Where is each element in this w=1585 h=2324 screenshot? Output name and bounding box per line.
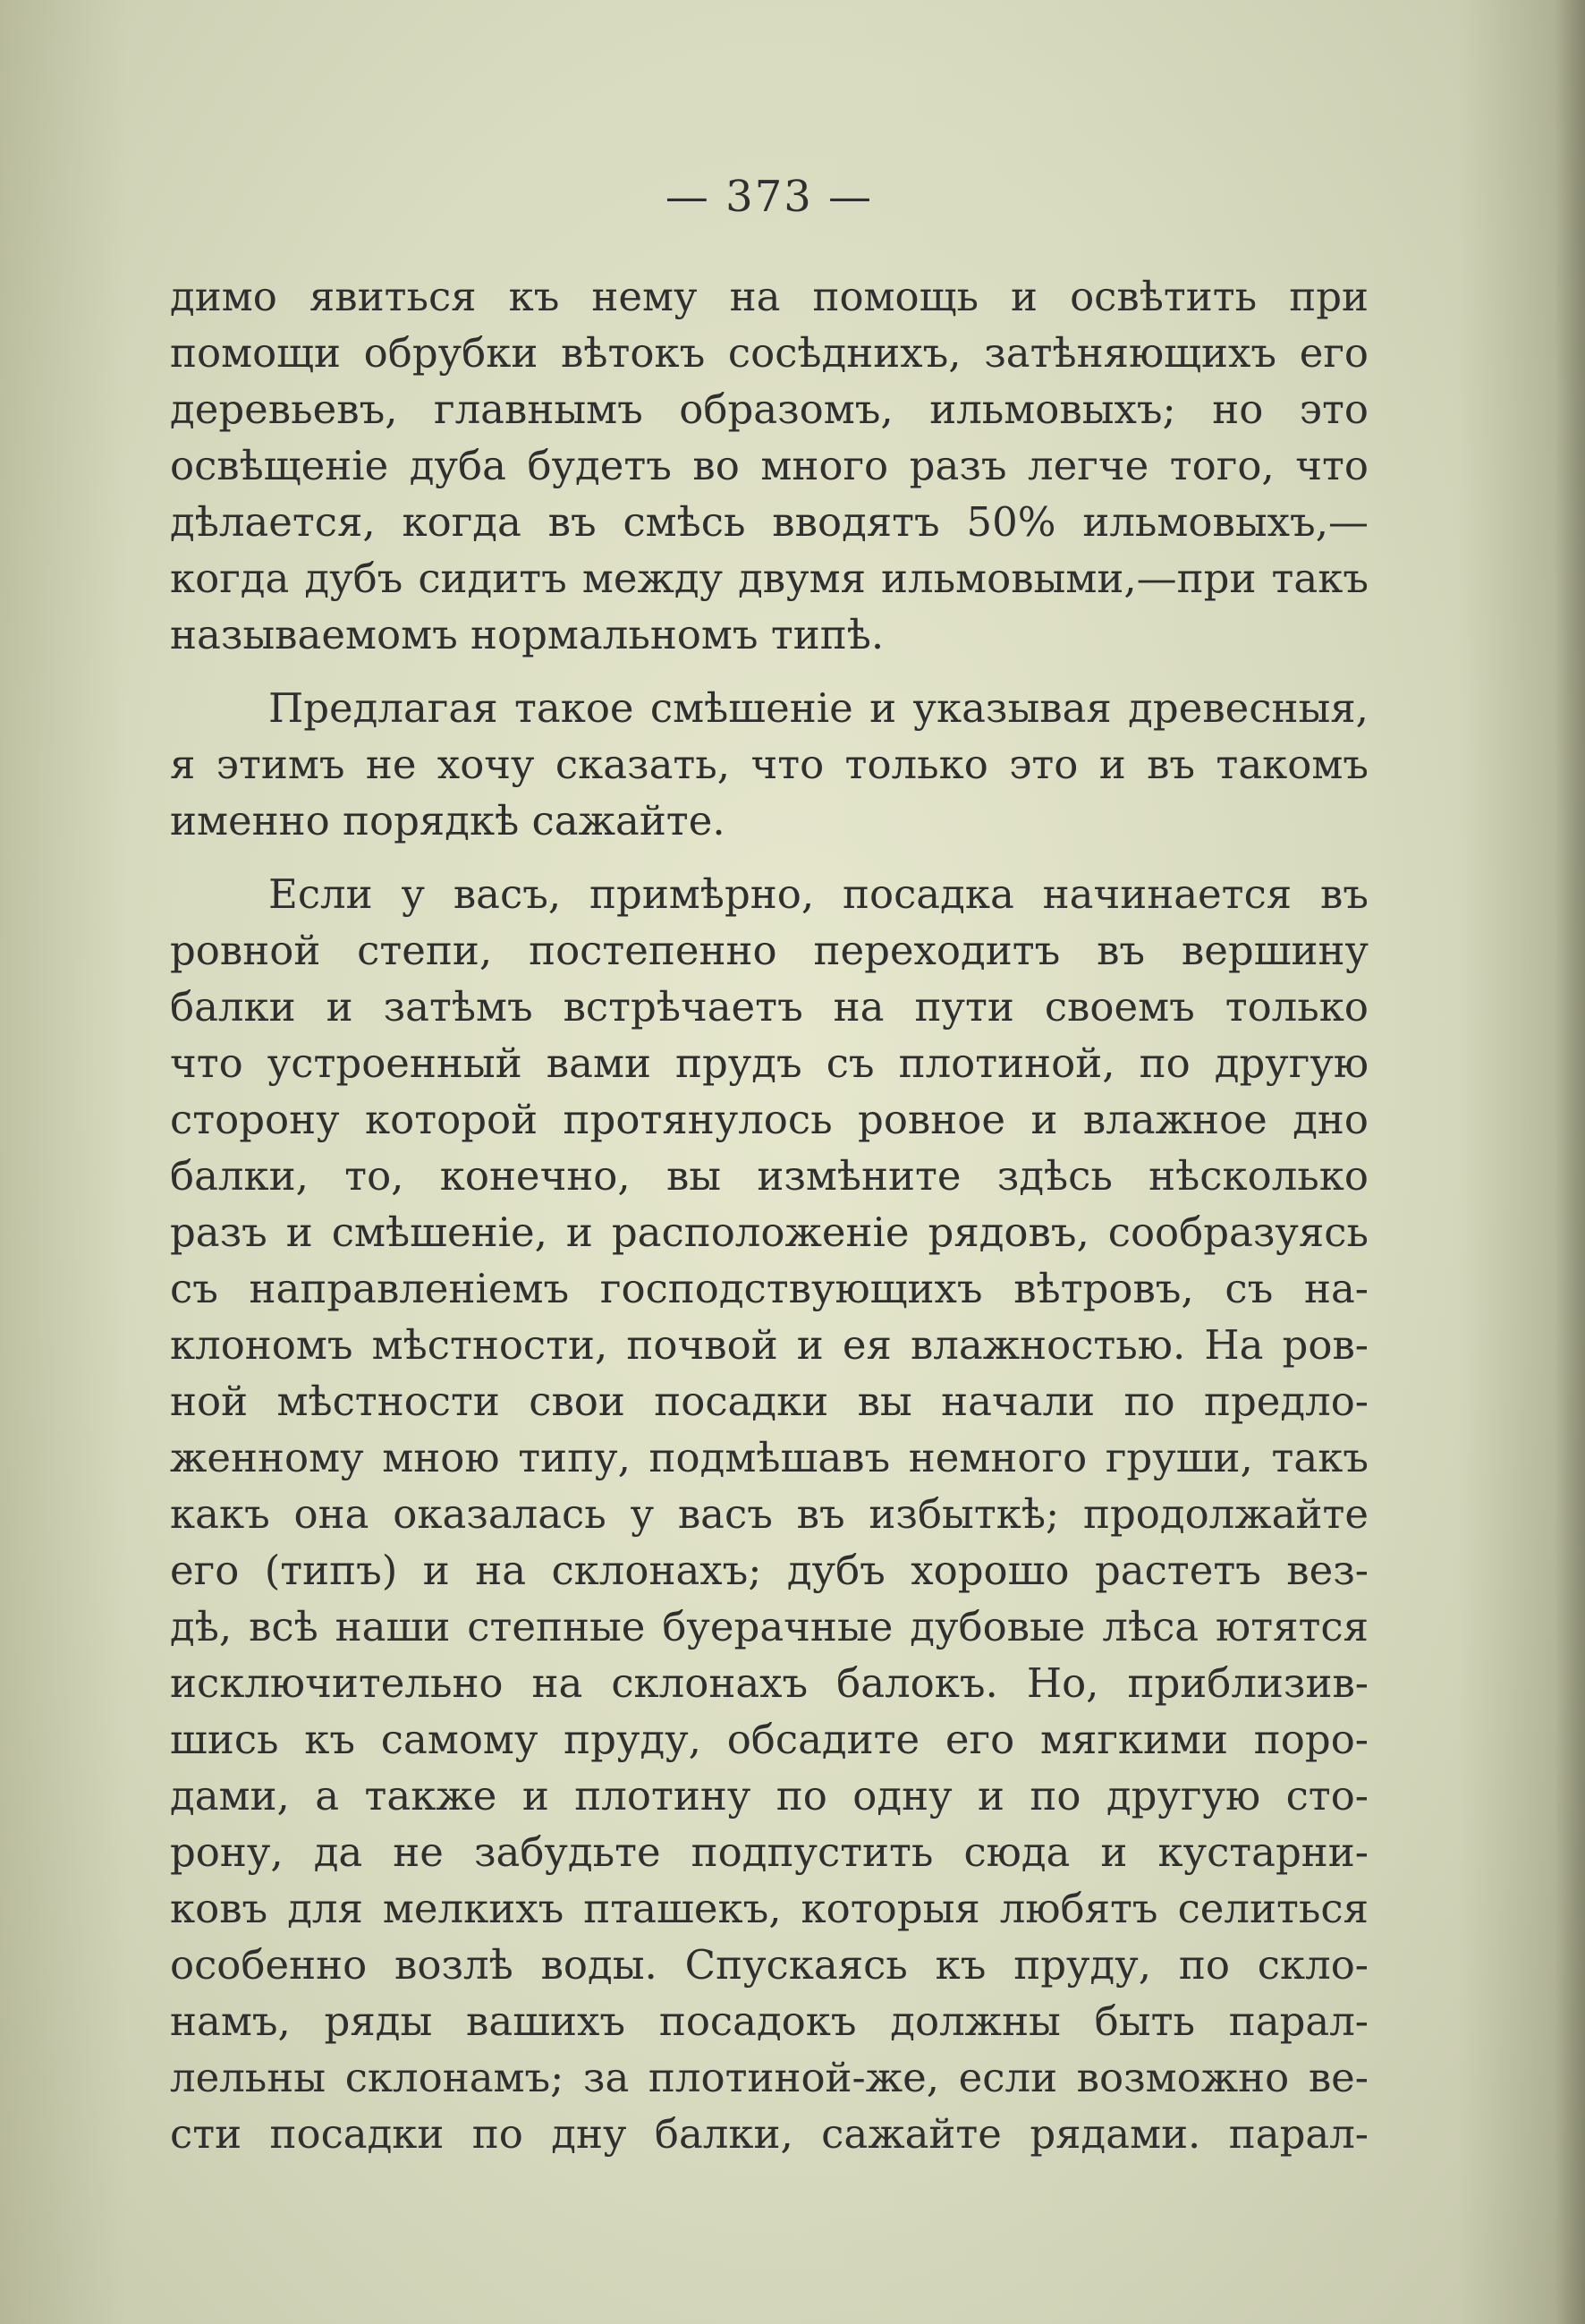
text-line: ковъ для мелкихъ пташекъ, которыя любятъ селиться [170, 1885, 1369, 1932]
text-line: называемомъ нормальномъ типѣ. [170, 611, 885, 658]
text-line: ной мѣстности свои посадки вы начали по предло- [170, 1378, 1369, 1425]
text-line: балки, то, конечно, вы измѣните здѣсь нѣсколько [170, 1152, 1369, 1200]
text-line: именно порядкѣ сажайте. [170, 797, 725, 844]
text-line: дѣ, всѣ наши степные буерачные дубовые лѣса ютятся [170, 1603, 1369, 1650]
text-line: намъ, ряды вашихъ посадокъ должны быть парал- [170, 1997, 1369, 2045]
text-line: дѣлается, когда въ смѣсь вводятъ 50% ильмовыхъ,— [170, 498, 1369, 546]
text-line: балки и затѣмъ встрѣчаетъ на пути своемъ только [170, 983, 1369, 1031]
text-line: какъ она оказалась у васъ въ избыткѣ; продолжайте [170, 1490, 1369, 1538]
text-line: деревьевъ, главнымъ образомъ, ильмовыхъ; но это [170, 386, 1369, 433]
text-line: освѣщеніе дуба будетъ во много разъ легче того, что [170, 442, 1369, 489]
text-line: дами, а также и плотину по одну и по другую сто- [170, 1772, 1369, 1819]
text-line: особенно возлѣ воды. Спускаясь къ пруду, по скло- [170, 1941, 1369, 1989]
text-line: шись къ самому пруду, обсадите его мягкими поро- [170, 1716, 1369, 1763]
text-line: рону, да не забудьте подпустить сюда и кустарни- [170, 1828, 1369, 1876]
text-line: Если у васъ, примѣрно, посадка начинается въ [268, 870, 1369, 918]
text-line: сторону которой протянулось ровное и влажное дно [170, 1096, 1369, 1143]
page-number: — 373 — [665, 172, 874, 222]
text-line: разъ и смѣшеніе, и расположеніе рядовъ, сообразуясь [170, 1209, 1369, 1256]
text-line: его (типъ) и на склонахъ; дубъ хорошо растетъ вез- [170, 1547, 1369, 1594]
text-line: димо явиться къ нему на помощь и освѣтить при [170, 273, 1369, 320]
text-line: помощи обрубки вѣтокъ сосѣднихъ, затѣняющихъ его [170, 329, 1369, 377]
text-line: исключительно на склонахъ балокъ. Но, приблизив- [170, 1659, 1369, 1707]
text-line: ровной степи, постепенно переходитъ въ вершину [170, 927, 1369, 974]
text-line: женному мною типу, подмѣшавъ немного груши, такъ [170, 1434, 1369, 1481]
text-line: что устроенный вами прудъ съ плотиной, по другую [170, 1039, 1369, 1087]
text-line: я этимъ не хочу сказать, что только это и въ такомъ [170, 741, 1369, 788]
text-line: Предлагая такое смѣшеніе и указывая древесныя, [268, 684, 1369, 732]
text-line: сти посадки по дну балки, сажайте рядами. парал- [170, 2110, 1369, 2158]
text-line: клономъ мѣстности, почвой и ея влажностью. На ров- [170, 1321, 1369, 1369]
text-line: лельны склонамъ; за плотиной-же, если возможно ве- [170, 2054, 1369, 2101]
text-line: когда дубъ сидитъ между двумя ильмовыми,—при такъ [170, 555, 1369, 602]
text-line: съ направленіемъ господствующихъ вѣтровъ, съ на- [170, 1265, 1369, 1312]
